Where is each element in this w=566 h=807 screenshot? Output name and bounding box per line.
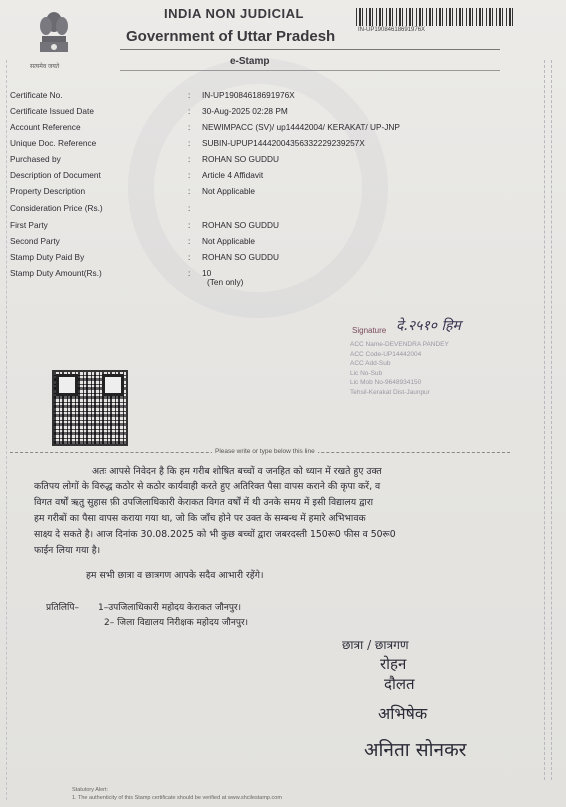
footer-text: 1. The authenticity of this Stamp certificate should be verified at www.shcilestamp.com	[72, 795, 282, 801]
field-colon: :	[188, 90, 191, 100]
copy-item: 2– जिला विद्यालय निरीक्षक महोदय जौनपुर।	[104, 618, 249, 628]
field-value: ROHAN SO GUDDU	[202, 220, 279, 230]
field-label: Certificate No.	[10, 90, 63, 100]
signer-name: अभिषेक	[378, 704, 428, 723]
divider-text: Please write or type below this line	[212, 448, 318, 455]
field-row	[10, 122, 430, 138]
letter-line: कतिपय लोगों के विरुद्ध कठोर से कठोर कार्यवाही करते हुए अतिरिक्त पैसा वापस कराने की कृपा करें, व	[34, 481, 381, 492]
signature-detail-line: ACC Add-Sub	[350, 360, 391, 367]
signature-label: Signature	[352, 326, 387, 335]
field-label: Stamp Duty Paid By	[10, 252, 85, 262]
letter-line: हम गरीबों का पैसा वापस कराया गया था, जो कि जाँच होने पर उक्त के सम्बन्ध में हमारे अभिभावक	[34, 513, 366, 524]
barcode-text: IN-UP19084618691976X	[358, 27, 426, 33]
field-label: Second Party	[10, 236, 60, 246]
field-value: IN-UP19084618691976X	[202, 90, 295, 100]
copy-item: 1–उपजिलाधिकारी महोदय केराकत जौनपुर।	[98, 603, 242, 613]
field-colon: :	[188, 252, 191, 262]
field-colon: :	[188, 220, 191, 230]
signature-detail-line: ACC Code-UP14442004	[350, 350, 422, 358]
field-colon: :	[188, 236, 191, 246]
header-estamp: e-Stamp	[230, 56, 270, 67]
field-colon: :	[188, 138, 191, 148]
field-label: Description of Document	[10, 170, 101, 180]
header-india-non-judicial: INDIA NON JUDICIAL	[164, 6, 304, 21]
field-value: 30-Aug-2025 02:28 PM	[202, 106, 288, 116]
field-row	[10, 252, 430, 268]
qr-code	[52, 370, 128, 446]
letter-line: साक्ष्य दे सकते है। आज दिनांक 30.08.2025 को भी कुछ बच्चों द्वारा जबरदस्ती 150रू0 फीस व 50रू0	[34, 529, 396, 540]
field-value: NEWIMPACC (SV)/ up14442004/ KERAKAT/ UP-JNP	[202, 122, 400, 132]
header-government: Government of Uttar Pradesh	[126, 28, 336, 45]
statutory-alert	[72, 786, 282, 802]
field-value: Article 4 Affidavit	[202, 170, 264, 180]
field-label: Account Reference	[10, 122, 81, 132]
signer-name: दौलत	[384, 675, 415, 693]
field-label: Purchased by	[10, 154, 61, 164]
field-value: SUBIN-UPUP14442004356332229239257X	[202, 138, 365, 148]
letter-line: फाईन लिया गया है।	[34, 545, 101, 556]
signature-detail-line: Lic No-Sub	[350, 369, 383, 377]
signature-detail-line: Lic Mob No-9648934150	[350, 379, 422, 386]
field-label: Consideration Price (Rs.)	[10, 203, 103, 213]
field-row	[10, 268, 430, 287]
field-value-secondary: (Ten only)	[207, 277, 244, 287]
header-rule	[120, 49, 500, 50]
field-label: First Party	[10, 220, 48, 230]
letter-line: अतः आपसे निवेदन है कि हम गरीब शोषित बच्चों व जनहित को ध्यान में रखते हुए उक्त	[92, 466, 382, 477]
field-value: ROHAN SO GUDDU	[202, 252, 279, 262]
field-label: Property Description	[10, 186, 86, 196]
field-label: Certificate Issued Date	[10, 106, 94, 116]
header-rule-2	[120, 70, 500, 71]
signature-detail-line: Tehsil-Kerakat Dist-Jaunpur	[350, 388, 430, 396]
field-row	[10, 203, 430, 219]
signature-details	[350, 340, 500, 397]
field-colon: :	[188, 154, 191, 164]
field-value: ROHAN SO GUDDU	[202, 154, 279, 164]
handwritten-signature: दे.२५१० हिम	[396, 318, 461, 334]
field-row	[10, 186, 430, 202]
field-value: Not Applicable	[202, 236, 256, 246]
field-colon: :	[188, 122, 191, 132]
field-colon: :	[188, 170, 191, 180]
field-row	[10, 236, 430, 252]
footer-title: Statutory Alert:	[72, 787, 109, 793]
field-colon: :	[188, 186, 191, 196]
field-colon: :	[188, 203, 191, 213]
letter-closing: हम सभी छात्रा व छात्रगण आपके सदैव आभारी रहेंगे।	[86, 570, 264, 581]
field-row	[10, 106, 430, 122]
field-value: Not Applicable	[202, 186, 256, 196]
field-label: Unique Doc. Reference	[10, 138, 97, 148]
field-colon: :	[188, 268, 191, 278]
national-emblem-icon	[36, 6, 72, 64]
emblem-caption: सत्यमेव जयते	[30, 64, 60, 70]
field-row	[10, 154, 430, 170]
field-row	[10, 90, 430, 106]
signature-detail-line: ACC Name-DEVENDRA PANDEY	[350, 341, 449, 348]
field-label: Stamp Duty Amount(Rs.)	[10, 268, 102, 278]
signer-name: अनिता सोनकर	[364, 739, 467, 761]
field-value: 10	[202, 268, 212, 278]
field-row	[10, 138, 430, 154]
barcode	[356, 8, 514, 26]
field-colon: :	[188, 106, 191, 116]
security-border-right	[544, 60, 552, 780]
field-row	[10, 170, 430, 186]
signer-name: रोहन	[380, 655, 407, 673]
signers-heading: छात्रा / छात्रगण	[342, 638, 409, 652]
field-row	[10, 220, 430, 236]
letter-line: विगत वर्षों ऋतु सुहास फ़ी उपजिलाधिकारी केराकत विगत वर्षों में थी उनके समय में इसी विद्यालय द्वारा	[34, 497, 374, 508]
copies-label: प्रतिलिपि–	[46, 603, 79, 613]
